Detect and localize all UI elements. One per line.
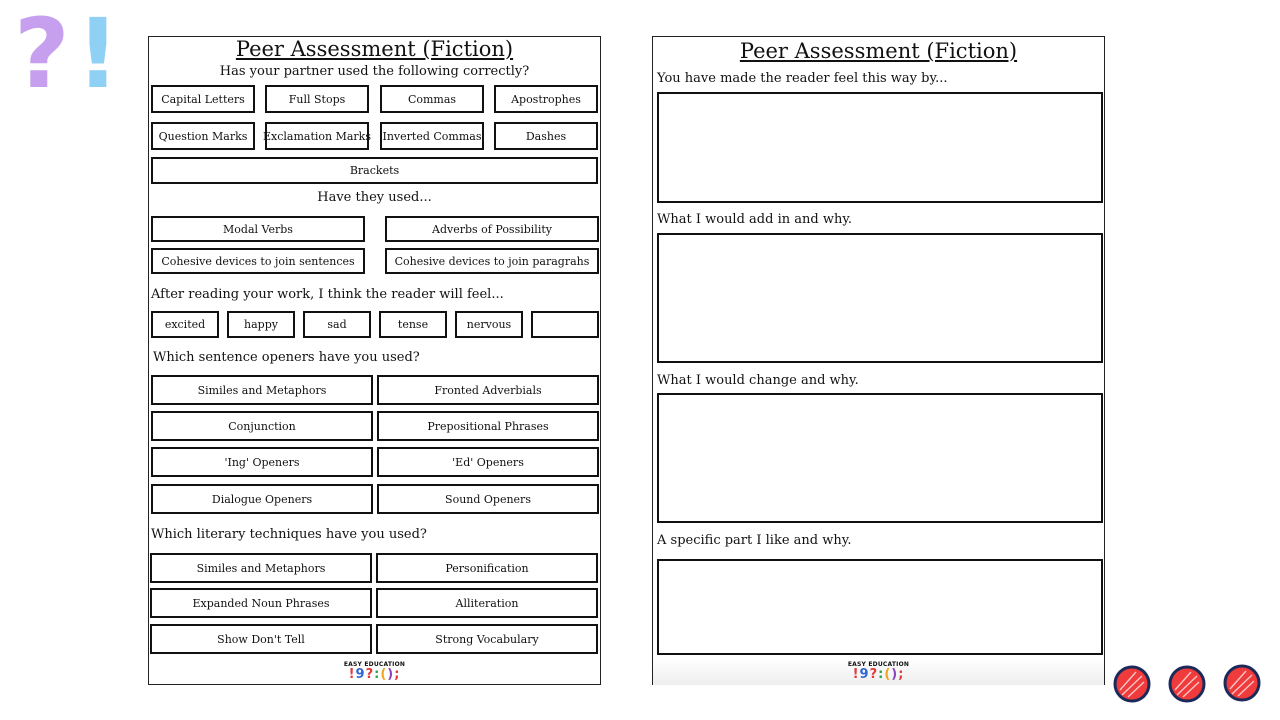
apostrophes-box: Apostrophes [494, 85, 598, 113]
logo-mark: ; [394, 667, 401, 682]
left-logo [149, 667, 600, 682]
left-subtitle: Has your partner used the following correctly? [219, 64, 530, 79]
feeling-excited-box: excited [151, 311, 219, 338]
commas-box: Commas [380, 85, 484, 113]
logo-mark: ; [898, 667, 905, 682]
exclamation-marks-box: Exclamation Marks [265, 122, 369, 150]
logo-mark: ) [891, 667, 899, 682]
opener-fronted-adverbials-box: Fronted Adverbials [377, 375, 599, 405]
left-logo-caption: EASY EDUCATION [343, 661, 406, 668]
answer-box-specific-part[interactable] [657, 559, 1103, 655]
prompt-change: What I would change and why. [657, 373, 859, 388]
decor-dots [1110, 662, 1266, 706]
technique-personification-box: Personification [376, 553, 598, 583]
technique-noun-phrases-box: Expanded Noun Phrases [150, 588, 372, 618]
logo-mark: ) [387, 667, 395, 682]
question-mark-decoration: ? [14, 0, 70, 110]
opener-sound-box: Sound Openers [377, 484, 599, 514]
opener-prepositional-box: Prepositional Phrases [377, 411, 599, 441]
logo-mark: ! [348, 667, 356, 682]
scribble-dot-icon [1115, 667, 1149, 701]
inverted-commas-box: Inverted Commas [380, 122, 484, 150]
openers-prompt: Which sentence openers have you used? [153, 350, 420, 365]
scribble-dot-icon [1225, 666, 1259, 700]
have-they-used-heading: Have they used... [317, 190, 432, 205]
left-page-title: Peer Assessment (Fiction) [235, 37, 514, 61]
exclamation-mark-decoration: ! [76, 0, 120, 110]
brackets-box: Brackets [151, 157, 598, 184]
logo-mark: 9 [859, 667, 870, 682]
reader-feel-prompt: After reading your work, I think the reader will feel... [151, 287, 504, 302]
technique-similes-box: Similes and Metaphors [150, 553, 372, 583]
modal-verbs-box: Modal Verbs [151, 216, 365, 242]
opener-conjunction-box: Conjunction [151, 411, 373, 441]
logo-mark: : [878, 667, 885, 682]
technique-strong-vocabulary-box: Strong Vocabulary [376, 624, 598, 654]
logo-mark: ( [884, 667, 892, 682]
opener-similes-box: Similes and Metaphors [151, 375, 373, 405]
full-stops-box: Full Stops [265, 85, 369, 113]
techniques-prompt: Which literary techniques have you used? [151, 527, 427, 542]
prompt-add-in: What I would add in and why. [657, 212, 853, 227]
logo-mark: ? [365, 667, 375, 682]
answer-box-change[interactable] [657, 393, 1103, 523]
logo-mark: : [374, 667, 381, 682]
logo-mark: ! [852, 667, 860, 682]
left-worksheet [148, 36, 601, 685]
feeling-blank-box [531, 311, 599, 338]
opener-dialogue-box: Dialogue Openers [151, 484, 373, 514]
answer-box-add-in[interactable] [657, 233, 1103, 363]
feeling-sad-box: sad [303, 311, 371, 338]
feeling-tense-box: tense [379, 311, 447, 338]
cohesive-sentences-box: Cohesive devices to join sentences [151, 248, 365, 274]
cohesive-paragraphs-box: Cohesive devices to join paragrahs [385, 248, 599, 274]
capital-letters-box: Capital Letters [151, 85, 255, 113]
answer-box-reader-feel[interactable] [657, 92, 1103, 203]
right-worksheet [652, 36, 1105, 685]
technique-show-dont-tell-box: Show Don't Tell [150, 624, 372, 654]
technique-alliteration-box: Alliteration [376, 588, 598, 618]
dashes-box: Dashes [494, 122, 598, 150]
scribble-dot-icon [1170, 667, 1204, 701]
opener-ed-box: 'Ed' Openers [377, 447, 599, 477]
right-logo [653, 667, 1104, 682]
right-logo-caption: EASY EDUCATION [847, 661, 910, 668]
feeling-nervous-box: nervous [455, 311, 523, 338]
prompt-specific-part: A specific part I like and why. [657, 533, 852, 548]
logo-mark: ? [869, 667, 879, 682]
feeling-happy-box: happy [227, 311, 295, 338]
adverbs-of-possibility-box: Adverbs of Possibility [385, 216, 599, 242]
question-marks-box: Question Marks [151, 122, 255, 150]
right-page-title: Peer Assessment (Fiction) [739, 39, 1018, 63]
logo-mark: ( [380, 667, 388, 682]
prompt-reader-feel: You have made the reader feel this way by... [657, 71, 948, 86]
opener-ing-box: 'Ing' Openers [151, 447, 373, 477]
logo-mark: 9 [355, 667, 366, 682]
